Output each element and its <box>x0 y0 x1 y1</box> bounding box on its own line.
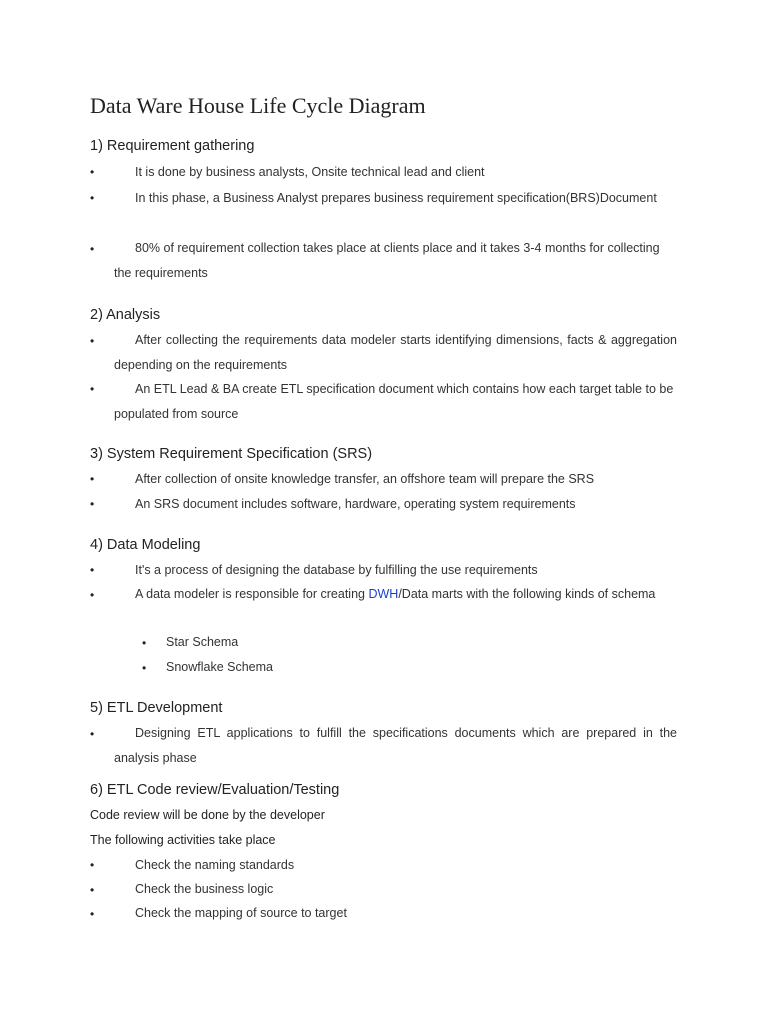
item-text: A data modeler is responsible for creating <box>135 587 369 601</box>
list-item: An SRS document includes software, hardware, operating system requirements <box>135 497 576 511</box>
section-heading-analysis: 2) Analysis <box>90 307 161 323</box>
bullet-icon: • <box>90 334 95 348</box>
list-item: Check the business logic <box>135 882 274 896</box>
section-heading-etl-development: 5) ETL Development <box>90 700 223 716</box>
list-item: 80% of requirement collection takes place at clients place and it takes 3-4 months for collecting the requirements <box>114 241 660 280</box>
section-heading-data-modeling: 4) Data Modeling <box>90 537 201 553</box>
document-title: Data Ware House Life Cycle Diagram <box>90 93 426 118</box>
list-item <box>114 582 677 607</box>
sub-list-item: Snowflake Schema <box>166 660 274 674</box>
bullet-icon: • <box>90 883 95 897</box>
item-text: /Data marts with the following kinds of schema <box>398 587 656 601</box>
bullet-icon: • <box>90 588 95 602</box>
section-heading-requirement-gathering: 1) Requirement gathering <box>90 138 255 154</box>
bullet-icon: • <box>90 907 95 921</box>
bullet-icon: • <box>90 242 95 256</box>
bullet-icon: • <box>90 497 95 511</box>
bullet-icon: • <box>142 661 147 675</box>
bullet-icon: • <box>90 165 95 179</box>
bullet-icon: • <box>142 636 147 650</box>
section-heading-srs: 3) System Requirement Specification (SRS) <box>90 446 373 462</box>
list-item: An ETL Lead & BA create ETL specification document which contains how each target table to be populated from source <box>114 382 674 421</box>
paragraph-line: Code review will be done by the developer <box>90 808 325 822</box>
section-heading-etl-code-review: 6) ETL Code review/Evaluation/Testing <box>90 782 340 798</box>
list-item: After collection of onsite knowledge transfer, an offshore team will prepare the SRS <box>135 472 595 486</box>
bullet-icon: • <box>90 191 95 205</box>
list-item: It's a process of designing the database by fulfilling the use requirements <box>135 563 538 577</box>
bullet-icon: • <box>90 858 95 872</box>
list-item: Check the mapping of source to target <box>135 906 347 920</box>
list-item: It is done by business analysts, Onsite technical lead and client <box>135 165 485 179</box>
paragraph-line: The following activities take place <box>90 833 276 847</box>
bullet-icon: • <box>90 563 95 577</box>
list-item: In this phase, a Business Analyst prepares business requirement specification(BRS)Document <box>135 191 657 205</box>
sub-list-item: Star Schema <box>166 635 239 649</box>
list-item: Designing ETL applications to fulfill the specifications documents which are prepared in the analysis phase <box>114 726 677 765</box>
list-item: Check the naming standards <box>135 858 295 872</box>
bullet-icon: • <box>90 727 95 741</box>
bullet-icon: • <box>90 472 95 486</box>
list-item: After collecting the requirements data modeler starts identifying dimensions, facts & aggregation depending on the requirements <box>114 333 677 372</box>
dwh-link[interactable]: DWH <box>368 587 399 601</box>
bullet-icon: • <box>90 382 95 396</box>
